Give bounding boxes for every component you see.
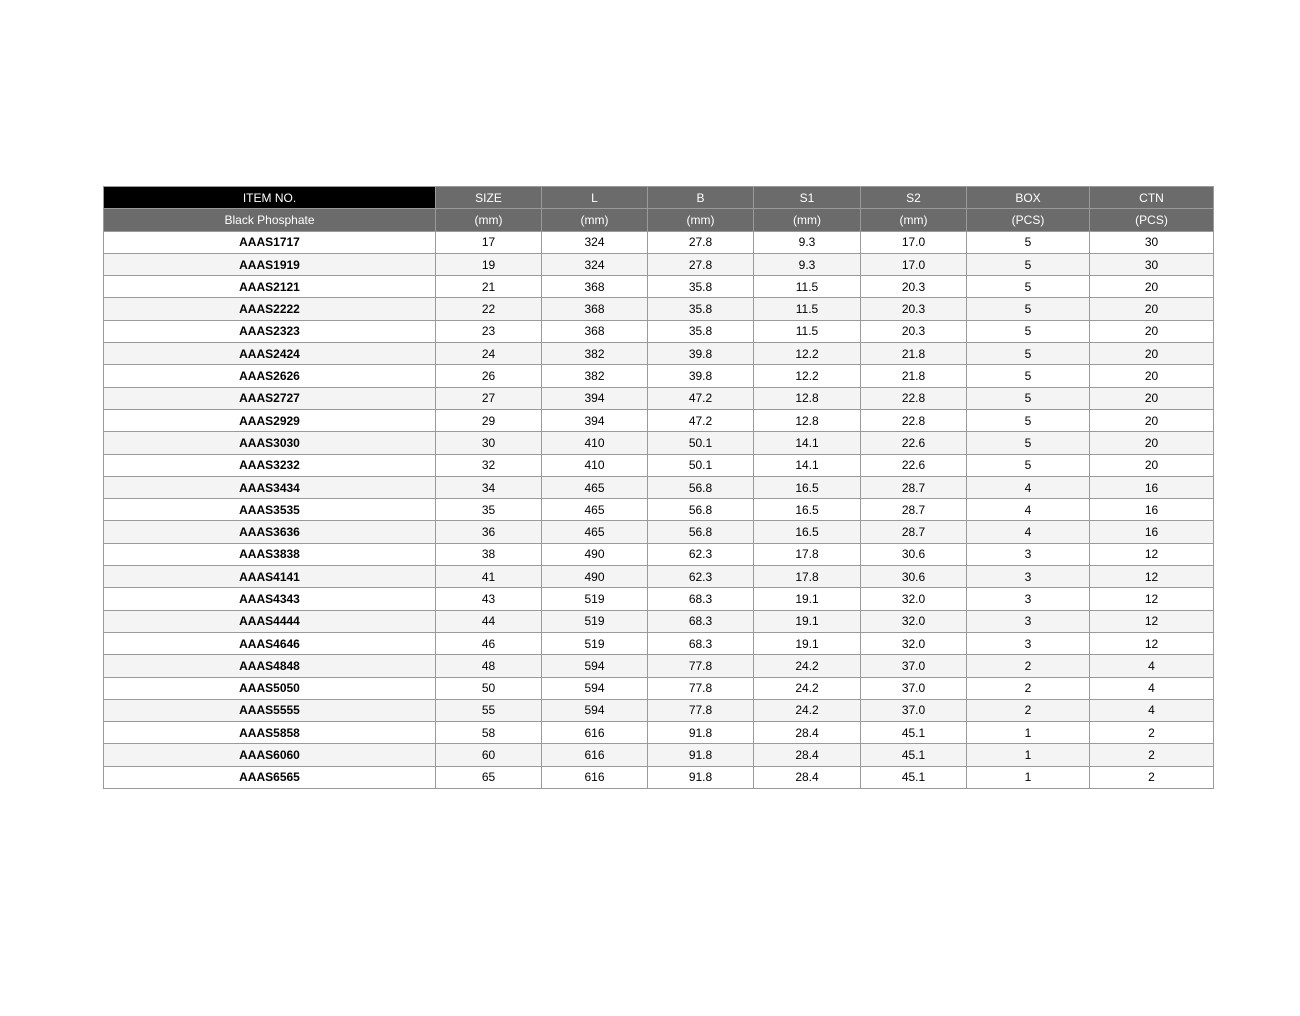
cell-ctn: 20	[1090, 365, 1214, 387]
cell-ctn: 20	[1090, 343, 1214, 365]
cell-ctn: 20	[1090, 409, 1214, 431]
cell-box: 1	[967, 744, 1090, 766]
table-row	[104, 610, 1214, 632]
cell-s1: 24.2	[754, 655, 861, 677]
cell-b: 62.3	[648, 566, 754, 588]
cell-box: 2	[967, 655, 1090, 677]
cell-size: 50	[436, 677, 542, 699]
cell-ctn: 12	[1090, 588, 1214, 610]
table-row	[104, 432, 1214, 454]
cell-l: 382	[542, 365, 648, 387]
table-row	[104, 454, 1214, 476]
cell-b: 77.8	[648, 699, 754, 721]
cell-size: 26	[436, 365, 542, 387]
cell-s2: 20.3	[861, 276, 967, 298]
cell-box: 3	[967, 543, 1090, 565]
cell-s1: 16.5	[754, 499, 861, 521]
cell-size: 35	[436, 499, 542, 521]
table-row	[104, 409, 1214, 431]
cell-s1: 9.3	[754, 231, 861, 253]
cell-size: 29	[436, 409, 542, 431]
cell-b: 47.2	[648, 409, 754, 431]
cell-ctn: 4	[1090, 699, 1214, 721]
cell-size: 43	[436, 588, 542, 610]
cell-size: 23	[436, 320, 542, 342]
header-s2-unit: (mm)	[861, 209, 967, 231]
cell-item-no: AAAS3232	[104, 454, 436, 476]
cell-s1: 19.1	[754, 632, 861, 654]
cell-l: 394	[542, 387, 648, 409]
cell-s2: 22.8	[861, 409, 967, 431]
table-body	[104, 231, 1214, 788]
cell-s2: 22.6	[861, 432, 967, 454]
table-row	[104, 766, 1214, 788]
cell-item-no: AAAS3838	[104, 543, 436, 565]
cell-item-no: AAAS3434	[104, 476, 436, 498]
cell-ctn: 30	[1090, 231, 1214, 253]
cell-ctn: 4	[1090, 655, 1214, 677]
cell-s1: 28.4	[754, 722, 861, 744]
cell-item-no: AAAS4343	[104, 588, 436, 610]
cell-l: 394	[542, 409, 648, 431]
cell-box: 1	[967, 766, 1090, 788]
cell-b: 56.8	[648, 521, 754, 543]
cell-l: 368	[542, 276, 648, 298]
header-row-sub	[104, 209, 1214, 231]
cell-size: 58	[436, 722, 542, 744]
cell-s2: 30.6	[861, 566, 967, 588]
cell-ctn: 20	[1090, 387, 1214, 409]
cell-s1: 17.8	[754, 566, 861, 588]
cell-box: 4	[967, 521, 1090, 543]
cell-item-no: AAAS2626	[104, 365, 436, 387]
cell-ctn: 2	[1090, 722, 1214, 744]
cell-b: 27.8	[648, 231, 754, 253]
cell-item-no: AAAS5555	[104, 699, 436, 721]
cell-s1: 12.2	[754, 343, 861, 365]
cell-item-no: AAAS3636	[104, 521, 436, 543]
header-b-unit: (mm)	[648, 209, 754, 231]
cell-ctn: 16	[1090, 476, 1214, 498]
cell-b: 50.1	[648, 432, 754, 454]
cell-l: 616	[542, 744, 648, 766]
table-row	[104, 320, 1214, 342]
cell-s1: 24.2	[754, 677, 861, 699]
cell-s2: 30.6	[861, 543, 967, 565]
cell-l: 490	[542, 543, 648, 565]
header-ctn-unit: (PCS)	[1090, 209, 1214, 231]
cell-s1: 11.5	[754, 298, 861, 320]
cell-item-no: AAAS4848	[104, 655, 436, 677]
header-ctn: CTN	[1090, 187, 1214, 209]
cell-box: 5	[967, 409, 1090, 431]
cell-s1: 14.1	[754, 454, 861, 476]
cell-ctn: 20	[1090, 454, 1214, 476]
table-row	[104, 655, 1214, 677]
cell-s1: 16.5	[754, 521, 861, 543]
table-row	[104, 744, 1214, 766]
spec-table	[103, 186, 1214, 789]
cell-b: 50.1	[648, 454, 754, 476]
cell-size: 34	[436, 476, 542, 498]
cell-size: 60	[436, 744, 542, 766]
cell-ctn: 12	[1090, 543, 1214, 565]
cell-s1: 28.4	[754, 744, 861, 766]
cell-size: 65	[436, 766, 542, 788]
cell-item-no: AAAS2121	[104, 276, 436, 298]
cell-item-no: AAAS5858	[104, 722, 436, 744]
table-row	[104, 231, 1214, 253]
cell-l: 465	[542, 499, 648, 521]
table-row	[104, 387, 1214, 409]
cell-box: 4	[967, 476, 1090, 498]
cell-size: 41	[436, 566, 542, 588]
table-row	[104, 499, 1214, 521]
cell-item-no: AAAS2727	[104, 387, 436, 409]
cell-b: 39.8	[648, 365, 754, 387]
table-row	[104, 343, 1214, 365]
cell-item-no: AAAS1717	[104, 231, 436, 253]
cell-size: 21	[436, 276, 542, 298]
cell-b: 91.8	[648, 766, 754, 788]
cell-s2: 45.1	[861, 766, 967, 788]
cell-ctn: 12	[1090, 566, 1214, 588]
cell-box: 5	[967, 276, 1090, 298]
table-row	[104, 588, 1214, 610]
cell-box: 5	[967, 253, 1090, 275]
table-row	[104, 521, 1214, 543]
cell-b: 47.2	[648, 387, 754, 409]
cell-box: 5	[967, 454, 1090, 476]
table-row	[104, 365, 1214, 387]
table-row	[104, 253, 1214, 275]
cell-box: 5	[967, 432, 1090, 454]
cell-s2: 20.3	[861, 320, 967, 342]
cell-ctn: 20	[1090, 320, 1214, 342]
cell-l: 616	[542, 766, 648, 788]
cell-s2: 17.0	[861, 253, 967, 275]
cell-size: 38	[436, 543, 542, 565]
cell-item-no: AAAS1919	[104, 253, 436, 275]
cell-ctn: 2	[1090, 766, 1214, 788]
cell-b: 35.8	[648, 298, 754, 320]
table-row	[104, 276, 1214, 298]
header-s1: S1	[754, 187, 861, 209]
cell-l: 382	[542, 343, 648, 365]
cell-box: 2	[967, 699, 1090, 721]
cell-box: 3	[967, 588, 1090, 610]
cell-size: 17	[436, 231, 542, 253]
cell-item-no: AAAS6060	[104, 744, 436, 766]
cell-b: 91.8	[648, 744, 754, 766]
cell-box: 3	[967, 632, 1090, 654]
cell-s1: 14.1	[754, 432, 861, 454]
header-b: B	[648, 187, 754, 209]
cell-size: 46	[436, 632, 542, 654]
cell-l: 324	[542, 253, 648, 275]
cell-l: 465	[542, 521, 648, 543]
cell-box: 3	[967, 566, 1090, 588]
cell-size: 48	[436, 655, 542, 677]
cell-b: 39.8	[648, 343, 754, 365]
cell-ctn: 4	[1090, 677, 1214, 699]
cell-s2: 22.8	[861, 387, 967, 409]
header-box: BOX	[967, 187, 1090, 209]
cell-s2: 37.0	[861, 655, 967, 677]
cell-ctn: 2	[1090, 744, 1214, 766]
cell-item-no: AAAS2323	[104, 320, 436, 342]
header-row-top	[104, 187, 1214, 209]
cell-s2: 17.0	[861, 231, 967, 253]
cell-l: 519	[542, 632, 648, 654]
cell-s2: 37.0	[861, 699, 967, 721]
cell-ctn: 12	[1090, 632, 1214, 654]
cell-s1: 19.1	[754, 588, 861, 610]
header-l: L	[542, 187, 648, 209]
cell-item-no: AAAS3030	[104, 432, 436, 454]
cell-l: 410	[542, 454, 648, 476]
table-row	[104, 566, 1214, 588]
cell-box: 5	[967, 343, 1090, 365]
cell-box: 5	[967, 387, 1090, 409]
cell-item-no: AAAS4646	[104, 632, 436, 654]
cell-ctn: 16	[1090, 499, 1214, 521]
cell-b: 77.8	[648, 655, 754, 677]
cell-l: 368	[542, 320, 648, 342]
cell-l: 465	[542, 476, 648, 498]
cell-item-no: AAAS2929	[104, 409, 436, 431]
cell-l: 616	[542, 722, 648, 744]
cell-l: 368	[542, 298, 648, 320]
cell-ctn: 12	[1090, 610, 1214, 632]
cell-s2: 21.8	[861, 343, 967, 365]
cell-box: 4	[967, 499, 1090, 521]
cell-s1: 24.2	[754, 699, 861, 721]
header-s1-unit: (mm)	[754, 209, 861, 231]
cell-b: 68.3	[648, 588, 754, 610]
cell-b: 35.8	[648, 276, 754, 298]
cell-l: 519	[542, 588, 648, 610]
cell-s1: 16.5	[754, 476, 861, 498]
cell-s1: 12.2	[754, 365, 861, 387]
table-row	[104, 699, 1214, 721]
header-box-unit: (PCS)	[967, 209, 1090, 231]
cell-b: 91.8	[648, 722, 754, 744]
cell-box: 5	[967, 320, 1090, 342]
table-row	[104, 722, 1214, 744]
header-size: SIZE	[436, 187, 542, 209]
table-row	[104, 632, 1214, 654]
cell-l: 490	[542, 566, 648, 588]
cell-l: 594	[542, 655, 648, 677]
cell-s2: 28.7	[861, 521, 967, 543]
table-row	[104, 543, 1214, 565]
cell-item-no: AAAS4141	[104, 566, 436, 588]
cell-b: 62.3	[648, 543, 754, 565]
cell-b: 56.8	[648, 499, 754, 521]
cell-b: 68.3	[648, 610, 754, 632]
cell-l: 594	[542, 699, 648, 721]
cell-size: 27	[436, 387, 542, 409]
cell-s1: 28.4	[754, 766, 861, 788]
cell-s2: 20.3	[861, 298, 967, 320]
cell-box: 5	[967, 231, 1090, 253]
cell-item-no: AAAS4444	[104, 610, 436, 632]
header-size-unit: (mm)	[436, 209, 542, 231]
cell-s1: 19.1	[754, 610, 861, 632]
cell-ctn: 20	[1090, 432, 1214, 454]
cell-ctn: 20	[1090, 276, 1214, 298]
cell-s1: 11.5	[754, 320, 861, 342]
cell-item-no: AAAS5050	[104, 677, 436, 699]
cell-b: 27.8	[648, 253, 754, 275]
cell-ctn: 16	[1090, 521, 1214, 543]
table-header	[104, 187, 1214, 232]
cell-size: 19	[436, 253, 542, 275]
cell-box: 3	[967, 610, 1090, 632]
cell-size: 36	[436, 521, 542, 543]
cell-box: 5	[967, 365, 1090, 387]
cell-item-no: AAAS2222	[104, 298, 436, 320]
cell-box: 2	[967, 677, 1090, 699]
cell-size: 24	[436, 343, 542, 365]
cell-item-no: AAAS6565	[104, 766, 436, 788]
cell-s1: 12.8	[754, 409, 861, 431]
cell-b: 68.3	[648, 632, 754, 654]
cell-s2: 22.6	[861, 454, 967, 476]
table-row	[104, 298, 1214, 320]
cell-s1: 11.5	[754, 276, 861, 298]
cell-box: 5	[967, 298, 1090, 320]
cell-b: 35.8	[648, 320, 754, 342]
cell-s2: 45.1	[861, 744, 967, 766]
cell-s2: 32.0	[861, 632, 967, 654]
cell-l: 519	[542, 610, 648, 632]
cell-s2: 32.0	[861, 588, 967, 610]
cell-l: 594	[542, 677, 648, 699]
cell-s1: 12.8	[754, 387, 861, 409]
cell-s1: 9.3	[754, 253, 861, 275]
cell-l: 410	[542, 432, 648, 454]
cell-s2: 28.7	[861, 499, 967, 521]
header-item-no: ITEM NO.	[104, 187, 436, 209]
cell-size: 55	[436, 699, 542, 721]
cell-b: 77.8	[648, 677, 754, 699]
cell-size: 22	[436, 298, 542, 320]
cell-item-no: AAAS2424	[104, 343, 436, 365]
header-s2: S2	[861, 187, 967, 209]
cell-s2: 37.0	[861, 677, 967, 699]
cell-item-no: AAAS3535	[104, 499, 436, 521]
header-l-unit: (mm)	[542, 209, 648, 231]
cell-size: 32	[436, 454, 542, 476]
cell-b: 56.8	[648, 476, 754, 498]
cell-ctn: 20	[1090, 298, 1214, 320]
cell-s2: 45.1	[861, 722, 967, 744]
cell-size: 30	[436, 432, 542, 454]
cell-s2: 28.7	[861, 476, 967, 498]
cell-ctn: 30	[1090, 253, 1214, 275]
cell-l: 324	[542, 231, 648, 253]
table-row	[104, 677, 1214, 699]
cell-box: 1	[967, 722, 1090, 744]
table-row	[104, 476, 1214, 498]
cell-s2: 21.8	[861, 365, 967, 387]
header-finish: Black Phosphate	[104, 209, 436, 231]
cell-size: 44	[436, 610, 542, 632]
cell-s2: 32.0	[861, 610, 967, 632]
cell-s1: 17.8	[754, 543, 861, 565]
